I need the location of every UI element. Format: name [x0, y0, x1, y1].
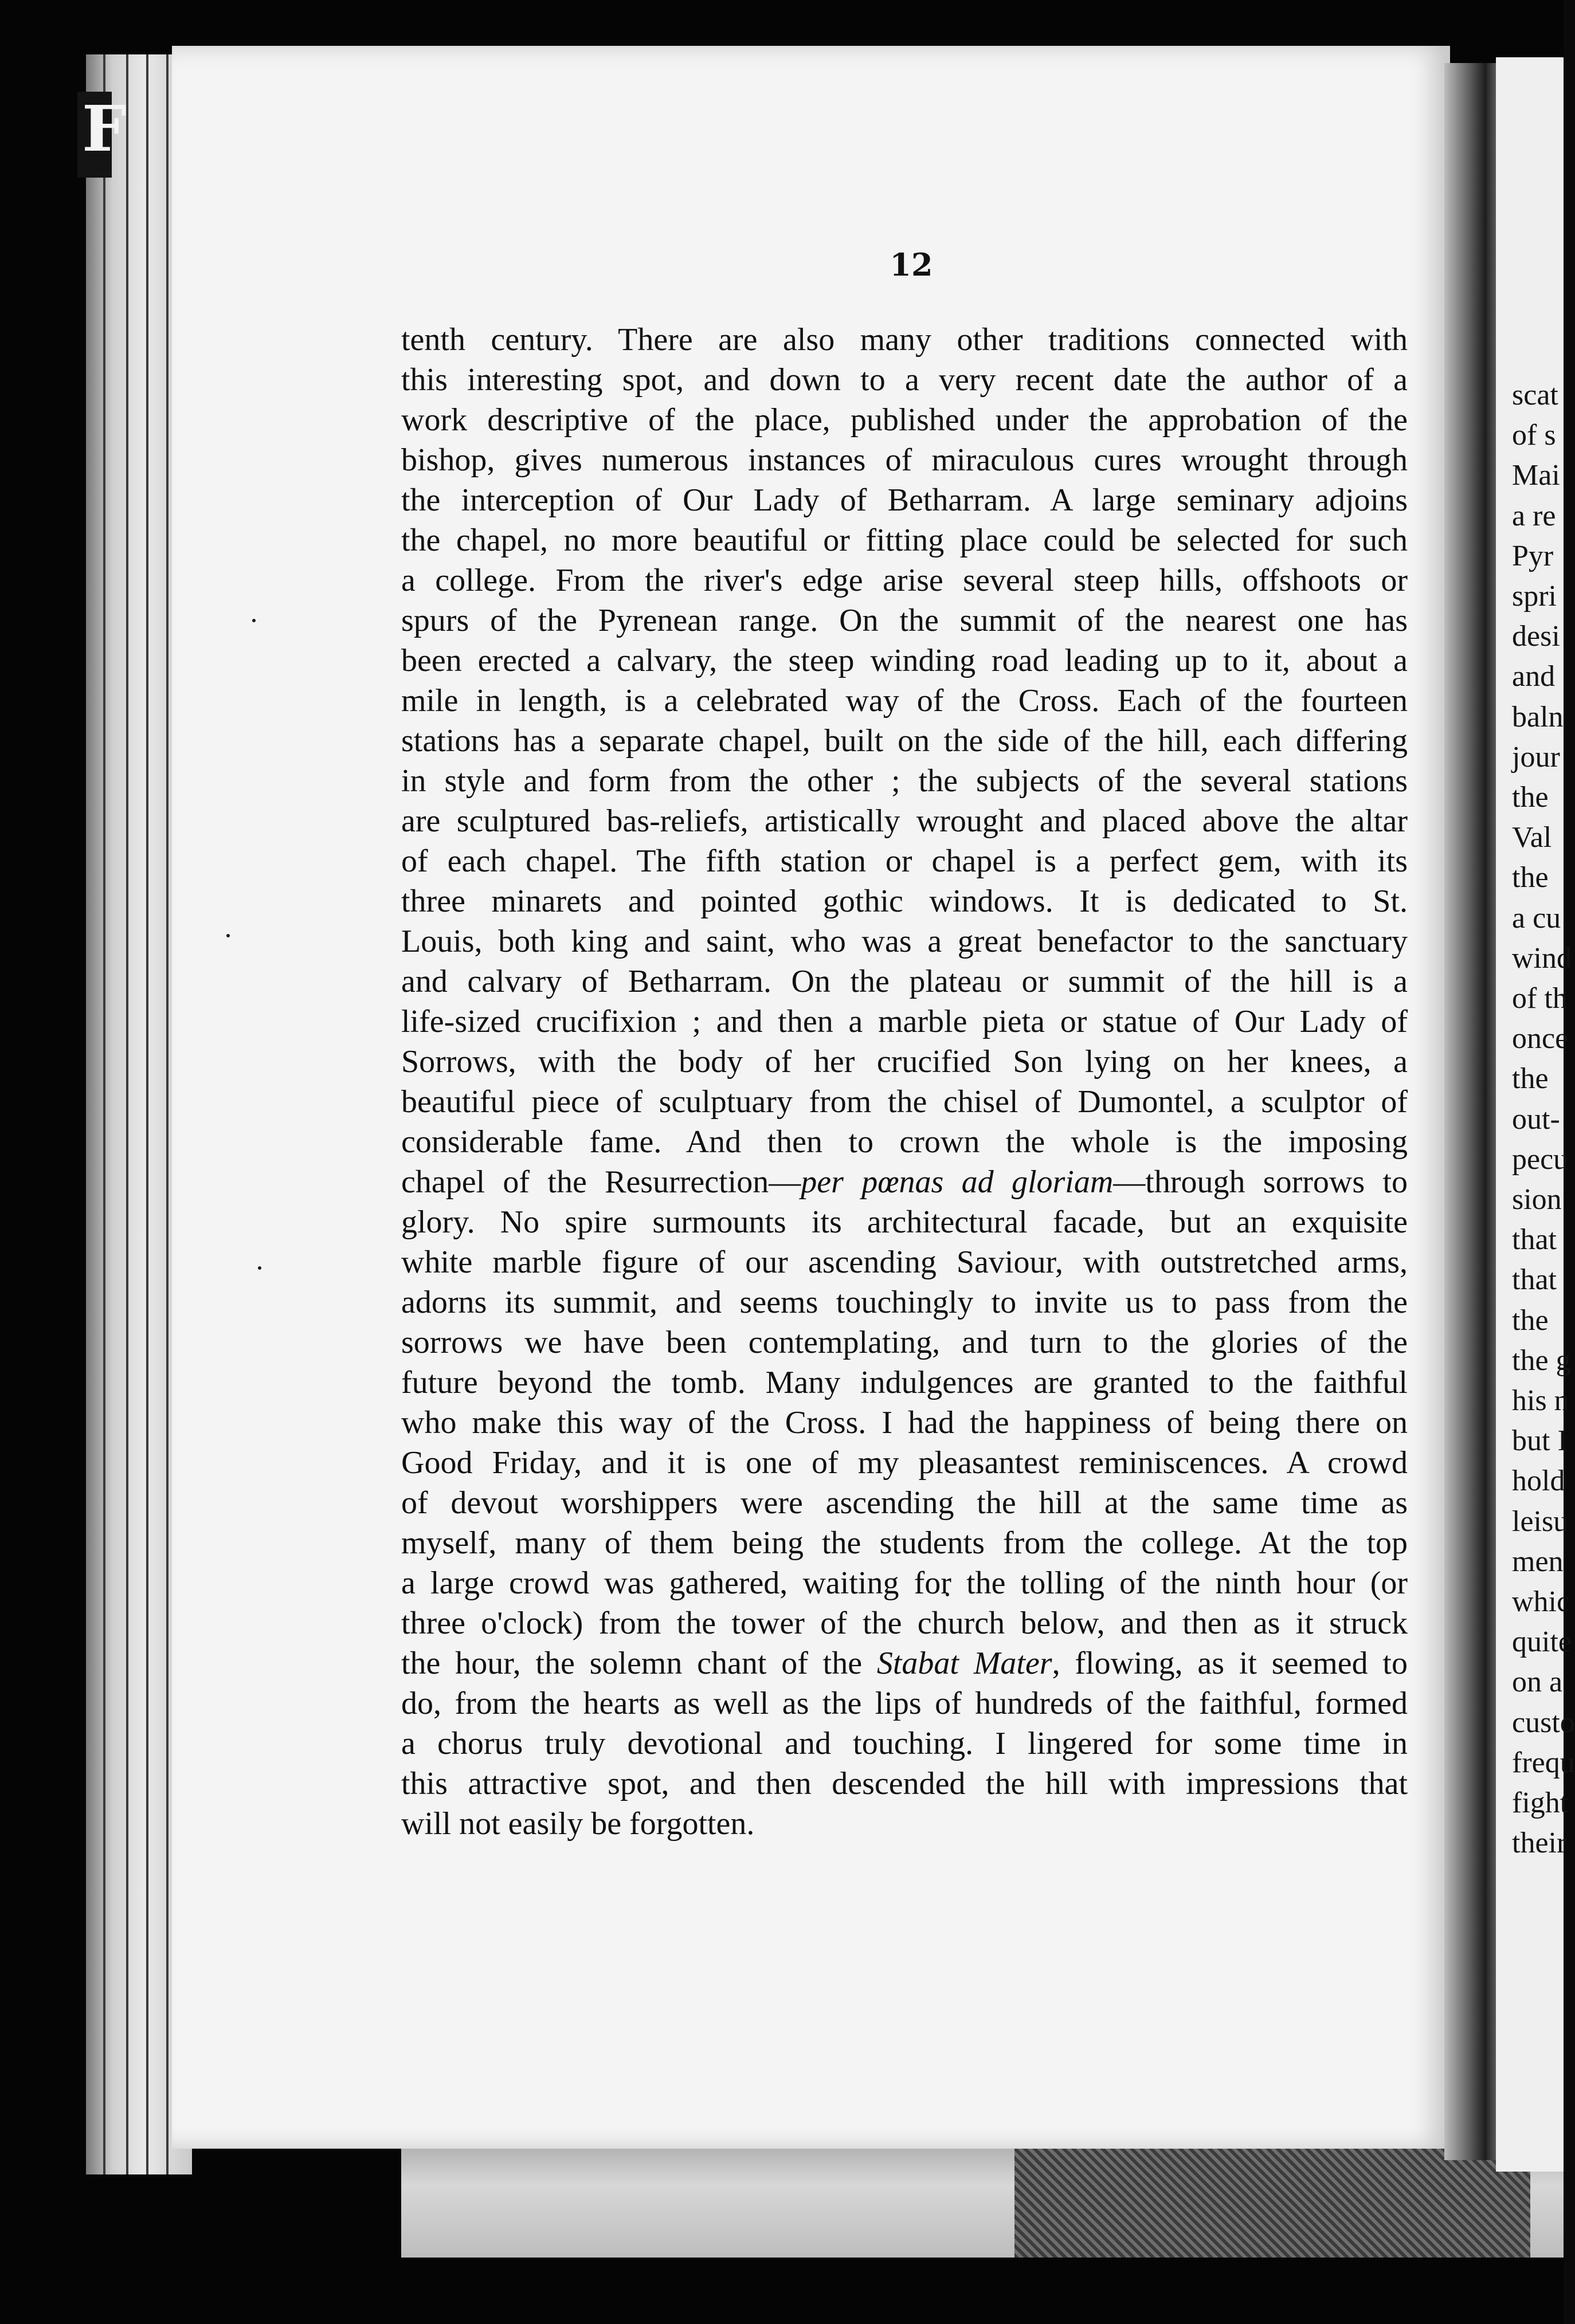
adjacent-page-fragment: once — [1512, 1022, 1569, 1055]
text-line: work descriptive of the place, published under the approbation of the — [401, 402, 1408, 438]
adjacent-page-fragment: but I — [1512, 1424, 1568, 1458]
adjacent-page-fragment: that — [1512, 1223, 1557, 1257]
text-line: mile in length, is a celebrated way of the Cross. Each of the fourteen — [401, 683, 1408, 719]
adjacent-page-fragment: leisu — [1512, 1505, 1569, 1538]
text-line: the interception of Our Lady of Betharram. A large seminary adjoins — [401, 482, 1408, 518]
text-line: Good Friday, and it is one of my pleasantest reminiscences. A crowd — [401, 1445, 1408, 1481]
adjacent-page-fragment: whic — [1512, 1585, 1570, 1618]
text-line: adorns its summit, and seems touchingly to invite us to pass from the — [401, 1285, 1408, 1320]
adjacent-page-fragment: quite — [1512, 1626, 1572, 1659]
adjacent-page — [1496, 57, 1575, 2172]
text-line: spurs of the Pyrenean range. On the summit of the nearest one has — [401, 603, 1408, 638]
adjacent-page-fragment: men — [1512, 1545, 1564, 1578]
text-line: do, from the hearts as well as the lips of hundreds of the faithful, formed — [401, 1686, 1408, 1721]
text-line: considerable fame. And then to crown the whole is the imposing — [401, 1124, 1408, 1160]
adjacent-page-fragment: fight — [1512, 1787, 1569, 1819]
adjacent-page-fragment: out- — [1512, 1102, 1560, 1136]
text-line: of devout worshippers were ascending the hill at the same time as — [401, 1485, 1408, 1521]
text-line: the hour, the solemn chant of the Stabat Mater, flowing, as it seemed to — [401, 1646, 1408, 1681]
text-line: life-sized crucifixion ; and then a marble pieta or statue of Our Lady of — [401, 1004, 1408, 1039]
adjacent-page-fragment: his n — [1512, 1384, 1569, 1417]
adjacent-page-fragment: and — [1512, 660, 1556, 693]
text-line: a large crowd was gathered, waiting for the tolling of the ninth hour (or — [401, 1565, 1408, 1601]
adjacent-page-fragment: the — [1512, 1062, 1549, 1096]
adjacent-page-fragment: the — [1512, 1304, 1549, 1337]
text-line: Sorrows, with the body of her crucified Son lying on her knees, a — [401, 1044, 1408, 1079]
text-line: chapel of the Resurrection—per pœnas ad gloriam—through sorrows to — [401, 1164, 1408, 1200]
text-line: glory. No spire surmounts its architectural facade, but an exquisite — [401, 1204, 1408, 1240]
text-line: bishop, gives numerous instances of miraculous cures wrought through — [401, 442, 1408, 478]
text-line: beautiful piece of sculptuary from the chisel of Dumontel, a sculptor of — [401, 1084, 1408, 1120]
spine-letter: F — [82, 92, 127, 166]
cover-board — [401, 2137, 1564, 2258]
text-line: a college. From the river's edge arise several steep hills, offshoots or — [401, 563, 1408, 598]
adjacent-page-fragment: the — [1512, 781, 1549, 814]
text-line: white marble figure of our ascending Saviour, with outstretched arms, — [401, 1245, 1408, 1280]
adjacent-page-fragment: wind — [1512, 941, 1572, 975]
text-line: in style and form from the other ; the subjects of the several stations — [401, 763, 1408, 799]
adjacent-page-fragment: spri — [1512, 580, 1557, 613]
adjacent-page-fragment: of s — [1512, 419, 1556, 452]
adjacent-page-fragment: desi — [1512, 620, 1560, 653]
text-line: been erected a calvary, the steep winding road leading up to it, about a — [401, 643, 1408, 678]
text-line: myself, many of them being the students from the college. At the top — [401, 1525, 1408, 1561]
adjacent-page-fragment: Mai — [1512, 459, 1560, 492]
adjacent-page-fragment: scat — [1512, 379, 1558, 411]
text-line: the chapel, no more beautiful or fitting place could be selected for such — [401, 523, 1408, 558]
adjacent-page-fragment: a cu — [1512, 901, 1561, 935]
adjacent-page-fragment: the — [1512, 861, 1549, 894]
text-line: and calvary of Betharram. On the plateau or summit of the hill is a — [401, 964, 1408, 999]
adjacent-page-fragment: of th — [1512, 982, 1568, 1015]
page-number: 12 — [890, 246, 933, 283]
text-line: sorrows we have been contemplating, and turn to the glories of the — [401, 1325, 1408, 1360]
adjacent-page-fragment: hold — [1512, 1465, 1565, 1498]
text-line: tenth century. There are also many other traditions connected with — [401, 322, 1408, 358]
text-line: three minarets and pointed gothic windows. It is dedicated to St. — [401, 884, 1408, 919]
adjacent-page-fragment: a re — [1512, 499, 1556, 532]
text-line: who make this way of the Cross. I had the happiness of being there on — [401, 1405, 1408, 1440]
adjacent-page-fragment: sion — [1512, 1183, 1562, 1216]
adjacent-page-fragment: the g — [1512, 1344, 1571, 1377]
spine-label — [77, 92, 127, 178]
adjacent-page-fragment: frequ — [1512, 1746, 1575, 1779]
adjacent-page-fragment: custo — [1512, 1706, 1575, 1739]
adjacent-page-fragment: jour — [1512, 740, 1560, 774]
text-line: this interesting spot, and down to a very recent date the author of a — [401, 362, 1408, 398]
adjacent-page-fragment: pecu — [1512, 1143, 1569, 1176]
text-line: future beyond the tomb. Many indulgences are granted to the faithful — [401, 1365, 1408, 1400]
text-line: stations has a separate chapel, built on the side of the hill, each differing — [401, 723, 1408, 759]
adjacent-page-fragment: baln — [1512, 700, 1564, 733]
text-line: will not easily be forgotten. — [401, 1806, 755, 1842]
text-line: Louis, both king and saint, who was a great benefactor to the sanctuary — [401, 924, 1408, 959]
adjacent-page-fragment: on a — [1512, 1666, 1563, 1699]
text-line: a chorus truly devotional and touching. I lingered for some time in — [401, 1726, 1408, 1761]
adjacent-page-fragment: their — [1512, 1827, 1567, 1860]
adjacent-page-fragment: that — [1512, 1263, 1557, 1297]
text-line: three o'clock) from the tower of the church below, and then as it struck — [401, 1605, 1408, 1641]
body-text — [401, 320, 1408, 1844]
adjacent-page-fragment: Val — [1512, 821, 1552, 854]
adjacent-page-fragment: Pyr — [1512, 539, 1554, 572]
text-line: of each chapel. The fifth station or chapel is a perfect gem, with its — [401, 843, 1408, 879]
text-line: are sculptured bas-reliefs, artistically wrought and placed above the altar — [401, 803, 1408, 839]
text-line: this attractive spot, and then descended the hill with impressions that — [401, 1766, 1408, 1801]
